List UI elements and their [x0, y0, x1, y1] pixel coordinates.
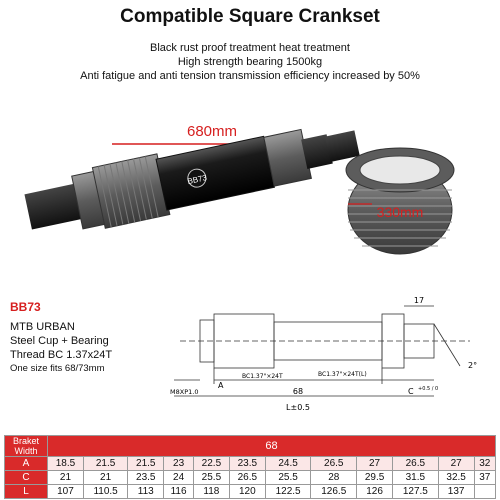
- table-cell: 21: [48, 471, 84, 485]
- table-cell: 127.5: [393, 485, 439, 499]
- dim-a: A: [218, 381, 224, 390]
- row-label: C: [5, 471, 48, 485]
- spec-line-1: MTB URBAN: [10, 321, 75, 333]
- table-cell: 23.5: [128, 471, 164, 485]
- thread-left-label: BC1.37"×24T: [242, 373, 283, 380]
- table-cell: 120: [229, 485, 265, 499]
- table-cell: 21.5: [83, 457, 127, 471]
- table-cell: 27: [438, 457, 474, 471]
- bottom-bracket-illustration: [0, 100, 500, 290]
- dim-l: L±0.5: [286, 403, 310, 412]
- dim-c: C: [408, 387, 414, 396]
- table-cell: 118: [193, 485, 229, 499]
- table-row: [5, 457, 496, 471]
- table-cell: 18.5: [48, 457, 84, 471]
- table-cell: 26.5: [311, 457, 357, 471]
- table-cell: 37: [474, 471, 495, 485]
- brand-logo: BB73: [186, 173, 208, 187]
- spec-panel: [10, 300, 180, 376]
- feature-line-1: Black rust proof treatment heat treatment: [150, 42, 350, 54]
- spec-line-4: One size fits 68/73mm: [10, 363, 105, 374]
- table-cell: 26.5: [229, 471, 265, 485]
- dim-c-tolerance: +0.5 / 0: [418, 386, 439, 392]
- model-name: BB73: [10, 300, 41, 314]
- table-cell: 22.5: [193, 457, 229, 471]
- table-cell: 113: [128, 485, 164, 499]
- table-cell: 29.5: [357, 471, 393, 485]
- table-cell: [474, 485, 495, 499]
- dim-17: 17: [413, 296, 425, 305]
- table-header-value: 68: [48, 436, 496, 457]
- row-label: L: [5, 485, 48, 499]
- table-cell: 122.5: [265, 485, 311, 499]
- technical-drawing: [170, 296, 500, 416]
- thread-right-label: BC1.37"×24T(L): [318, 371, 367, 378]
- m8-label: M8XP1.0: [170, 388, 199, 396]
- table-cell: 26.5: [393, 457, 439, 471]
- table-cell: 31.5: [393, 471, 439, 485]
- table-cell: 24: [164, 471, 194, 485]
- table-cell: 116: [164, 485, 194, 499]
- row-label: A: [5, 457, 48, 471]
- table-cell: 23.5: [229, 457, 265, 471]
- dim-angle: 2°: [468, 361, 478, 370]
- size-table: [4, 435, 496, 499]
- table-row: [5, 485, 496, 499]
- table-cell: 126: [357, 485, 393, 499]
- table-cell: 25.5: [265, 471, 311, 485]
- table-cell: 137: [438, 485, 474, 499]
- table-cell: 110.5: [83, 485, 127, 499]
- table-cell: 28: [311, 471, 357, 485]
- table-cell: 32: [474, 457, 495, 471]
- dim-68: 68: [292, 387, 304, 396]
- table-header-label: Braket Width: [5, 436, 48, 457]
- page-title: Compatible Square Crankset: [120, 6, 380, 27]
- threaded-cup: [346, 148, 454, 254]
- spec-line-2: Steel Cup + Bearing: [10, 335, 109, 347]
- table-cell: 107: [48, 485, 84, 499]
- table-row: [5, 471, 496, 485]
- feature-line-3: Anti fatigue and anti tension transmission efficiency increased by 50%: [80, 70, 420, 82]
- table-cell: 32.5: [438, 471, 474, 485]
- table-cell: 25.5: [193, 471, 229, 485]
- feature-line-2: High strength bearing 1500kg: [177, 56, 323, 68]
- ring-label: 330mm: [376, 204, 424, 220]
- table-cell: 24.5: [265, 457, 311, 471]
- table-cell: 126.5: [311, 485, 357, 499]
- length-label: 680mm: [186, 123, 238, 140]
- spec-line-3: Thread BC 1.37x24T: [10, 349, 113, 361]
- table-cell: 21: [83, 471, 127, 485]
- table-cell: 21.5: [128, 457, 164, 471]
- table-cell: 23: [164, 457, 194, 471]
- table-cell: 27: [357, 457, 393, 471]
